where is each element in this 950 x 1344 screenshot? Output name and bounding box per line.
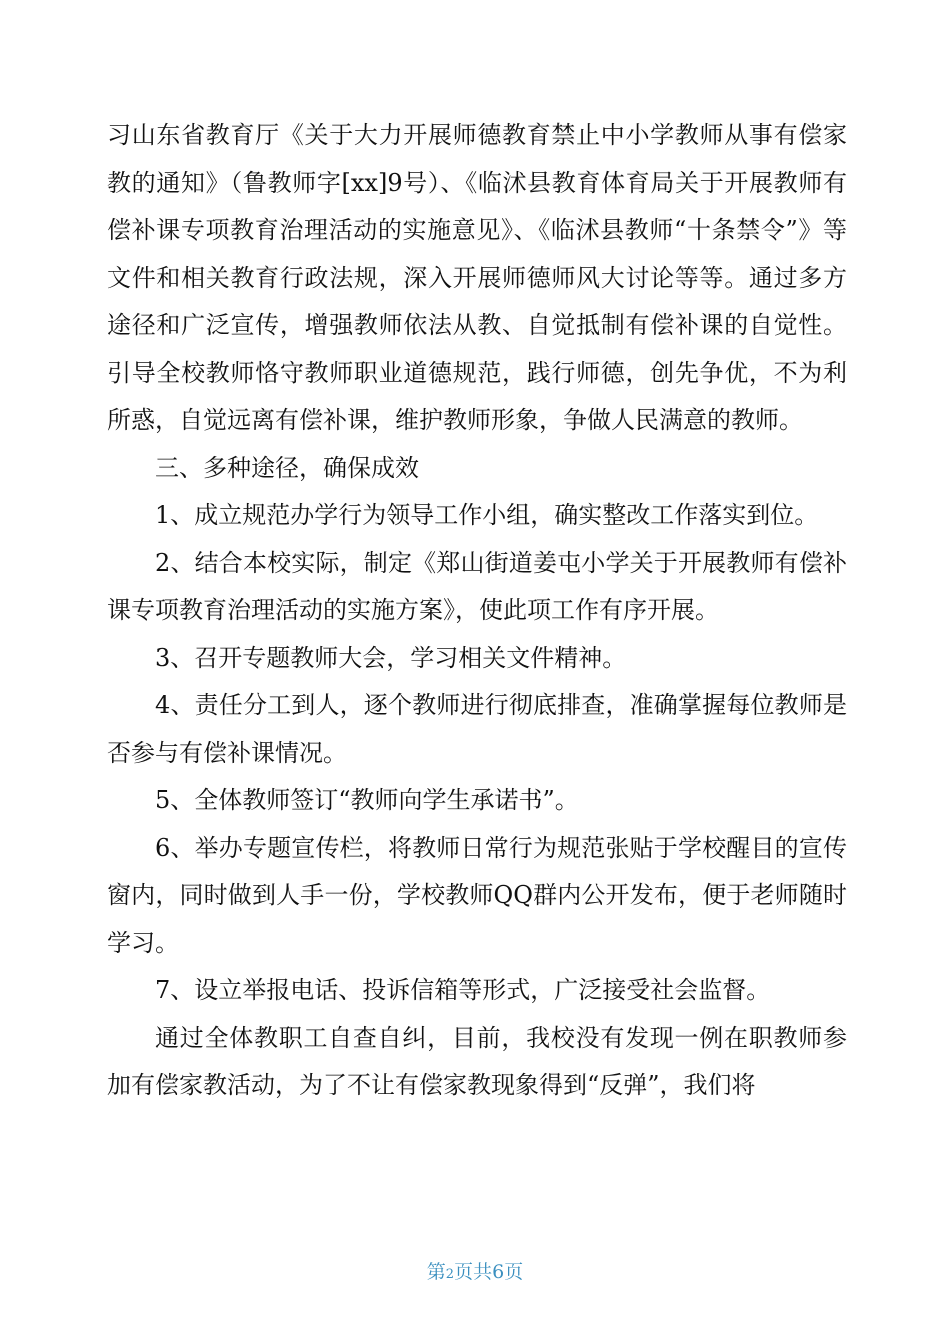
section-heading: 三、多种途径，确保成效 <box>155 453 419 482</box>
footer-total-pages: 6 <box>492 1261 505 1283</box>
footer-middle: 页共 <box>454 1261 493 1283</box>
paragraph-continuation: 习山东省教育厅《关于大力开展师德教育禁止中小学教师从事有偿家教的通知》（鲁教师字[xx]9号）、《临沭县教育体育局关于开展教师有偿补课专项教育治理活动的实施意见》、《临沭县教师“十条禁令”》等文件和相关教育行政法规，深入开展师德师风大讨论等等。通过多方途径和广泛宣传，增强教师依法从教、自觉抵制有偿补课的自觉性。引导全校教师恪守教师职业道德规范，践行师德，创先争优，不为利所惑，自觉远离有偿补课，维护教师形象，争做人民满意的教师。 <box>107 121 847 434</box>
list-item: 5、全体教师签订“教师向学生承诺书”。 <box>155 786 579 814</box>
list-item: 2、结合本校实际，制定《郑山街道姜屯小学关于开展教师有偿补课专项教育治理活动的实施方案》，使此项工作有序开展。 <box>107 548 847 624</box>
list-item: 3、召开专题教师大会，学习相关文件精神。 <box>155 643 627 672</box>
paragraph-summary: 通过全体教职工自查自纠，目前，我校没有发现一例在职教师参加有偿家教活动，为了不让有偿家教现象得到“反弹”，我们将 <box>107 1023 847 1099</box>
footer-prefix: 第 <box>426 1261 446 1283</box>
page-footer <box>0 1257 950 1284</box>
list-item: 7、设立举报电话、投诉信箱等形式，广泛接受社会监督。 <box>155 976 771 1004</box>
footer-page-number: 2 <box>445 1267 455 1282</box>
list-item: 6、举办专题宣传栏，将教师日常行为规范张贴于学校醒目的宣传窗内，同时做到人手一份，学校教师QQ群内公开发布，便于老师随时学习。 <box>107 833 847 957</box>
list-item: 4、责任分工到人，逐个教师进行彻底排查，准确掌握每位教师是否参与有偿补课情况。 <box>107 691 847 767</box>
list-item: 1、成立规范办学行为领导工作小组，确实整改工作落实到位。 <box>155 501 819 529</box>
footer-suffix: 页 <box>504 1261 524 1283</box>
document-body <box>107 112 847 1110</box>
